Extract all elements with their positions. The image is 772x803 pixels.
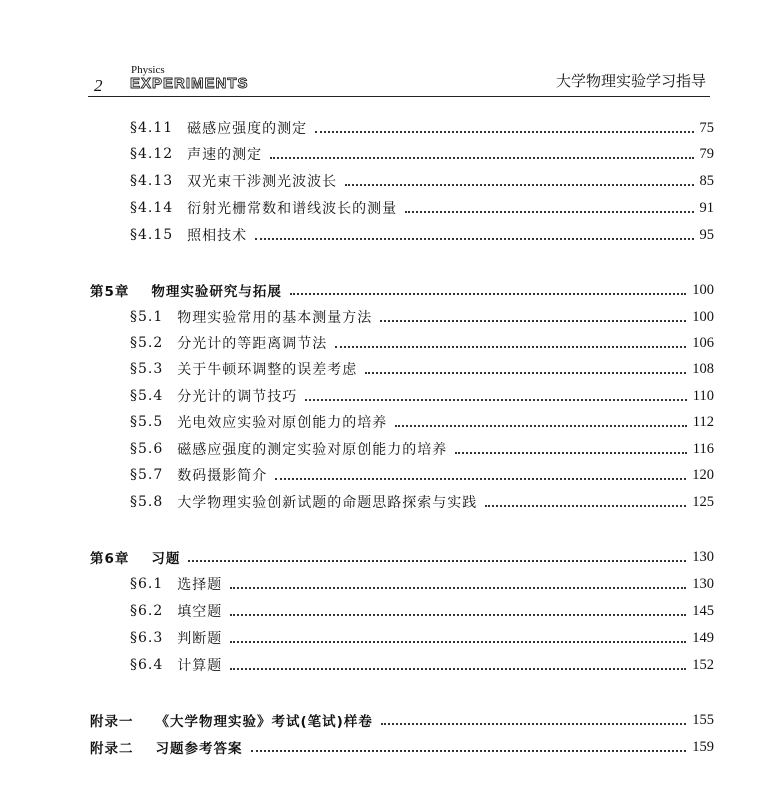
dot-leader [395,424,687,427]
chapter-title: 物理实验研究与拓展 [151,284,282,300]
section-title: 声速的测定 [187,147,263,163]
section-number: §5.2 [130,335,164,351]
section-number: §5.3 [130,361,164,377]
page-ref: 79 [699,145,714,162]
section-title: 分光计的调节技巧 [177,389,298,405]
toc-entry-5-1 [130,304,714,330]
section-number: §4.12 [130,146,174,162]
section-number: §5.7 [130,467,164,483]
section-number: §5.5 [130,414,164,430]
toc-entry-5-6 [130,436,714,462]
page-ref: 85 [699,172,714,189]
page-ref: 155 [692,711,714,728]
page-ref: 149 [692,629,714,646]
page-number: 2 [94,76,103,95]
section-number: §6.1 [130,576,164,592]
toc-chapter-6 [90,544,714,570]
page-ref: 130 [692,575,714,592]
toc-entry-4-15 [130,222,714,248]
dot-leader [345,183,693,186]
dot-leader [485,504,686,507]
header-rule [88,96,710,97]
toc-entry-4-11 [130,115,714,141]
appendix-number: 附录二 [90,741,134,757]
toc-entry-4-14 [130,195,714,221]
section-number: §5.1 [130,309,164,325]
page-header [0,58,772,98]
page-ref: 120 [692,466,714,483]
page-ref: 145 [692,602,714,619]
page-ref: 130 [692,548,714,565]
brand-experiments-logo: EXPERIMENTS [130,75,249,92]
section-title: 判断题 [177,631,223,647]
page-ref: 112 [692,413,714,430]
dot-leader [381,722,686,725]
appendix-number: 附录一 [90,714,134,730]
section-number: §5.8 [130,494,164,510]
dot-leader [230,640,686,643]
section-title: 数码摄影简介 [177,468,268,484]
section-title: 关于牛顿环调整的误差考虑 [177,362,358,378]
toc-entry-5-8 [130,489,714,515]
dot-leader [305,398,687,401]
page-ref: 110 [692,387,714,404]
section-title: 选择题 [177,577,223,593]
section-number: §5.4 [130,388,164,404]
toc-entry-4-12 [130,141,714,167]
dot-leader [365,371,686,374]
section-number: §5.6 [130,441,164,457]
toc-entry-4-13 [130,168,714,194]
toc-entry-6-1 [130,571,714,597]
section-number: §6.3 [130,630,164,646]
section-title: 磁感应强度的测定实验对原创能力的培养 [177,442,448,458]
toc-entry-6-4 [130,652,714,678]
toc-appendix-1 [90,707,714,733]
page-ref: 75 [699,119,714,136]
section-number: §6.4 [130,657,164,673]
section-title: 衍射光栅常数和谱线波长的测量 [187,201,398,217]
chapter-number: 第6章 [90,551,130,567]
section-title: 填空题 [177,604,223,620]
dot-leader [405,210,693,213]
section-title: 分光计的等距离调节法 [177,336,328,352]
section-title: 计算题 [177,658,223,674]
dot-leader [290,292,686,295]
dot-leader [275,477,686,480]
page-ref: 116 [692,440,714,457]
dot-leader [188,559,686,562]
chapter-title: 习题 [151,551,181,567]
section-title: 照相技术 [187,228,248,244]
dot-leader [251,749,687,752]
page-ref: 106 [692,334,714,351]
brand-physics-label: Physics [131,64,165,76]
dot-leader [230,667,686,670]
toc-entry-5-7 [130,462,714,488]
section-number: §6.2 [130,603,164,619]
dot-leader [380,319,686,322]
section-number: §4.13 [130,173,174,189]
section-title: 双光束干涉测光波波长 [187,174,338,190]
page-ref: 95 [699,226,714,243]
section-title: 光电效应实验对原创能力的培养 [177,415,388,431]
appendix-title: 《大学物理实验》考试(笔试)样卷 [155,714,373,730]
toc-appendix-2 [90,734,714,760]
section-title: 物理实验常用的基本测量方法 [177,310,373,326]
toc-entry-5-5 [130,409,714,435]
chapter-number: 第5章 [90,284,130,300]
dot-leader [230,586,686,589]
appendix-title: 习题参考答案 [155,741,243,757]
section-number: §4.14 [130,200,174,216]
section-number: §4.15 [130,227,174,243]
toc-entry-5-2 [130,330,714,356]
toc-entry-5-4 [130,383,714,409]
section-title: 磁感应强度的测定 [187,121,308,137]
dot-leader [455,451,687,454]
toc-entry-5-3 [130,356,714,382]
page-ref: 91 [699,199,714,216]
dot-leader [230,613,686,616]
dot-leader [270,156,693,159]
page-ref: 152 [692,656,714,673]
book-title: 大学物理实验学习指导 [555,72,706,90]
page-ref: 100 [692,281,714,298]
section-title: 大学物理实验创新试题的命题思路探索与实践 [177,495,478,511]
section-number: §4.11 [130,120,174,136]
dot-leader [335,345,686,348]
toc-entry-6-2 [130,598,714,624]
page-ref: 125 [692,493,714,510]
toc-entry-6-3 [130,625,714,651]
dot-leader [315,130,693,133]
toc-chapter-5 [90,277,714,303]
page-ref: 159 [692,738,714,755]
dot-leader [255,237,693,240]
page-ref: 100 [692,308,714,325]
page-ref: 108 [692,360,714,377]
